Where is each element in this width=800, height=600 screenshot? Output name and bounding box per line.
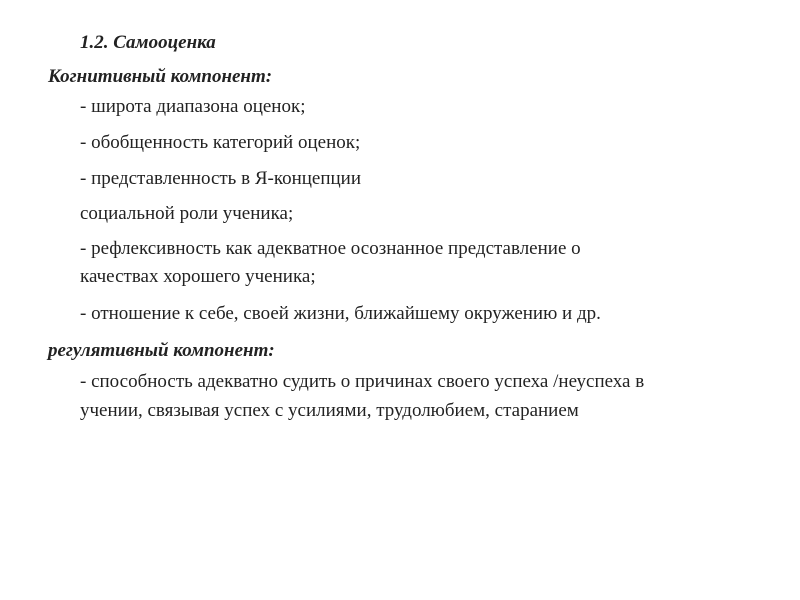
regulative-item-1-cont: учении, связывая успех с усилиями, трудолюбием, старанием (80, 400, 579, 421)
regulative-heading: регулятивный компонент: (48, 340, 275, 361)
cognitive-item-5: - отношение к себе, своей жизни, ближайшему окружению и др. (80, 303, 601, 324)
cognitive-item-3: - представленность в Я-концепции (80, 168, 362, 189)
cognitive-item-3-cont: социальной роли ученика; (80, 203, 294, 224)
cognitive-item-1: - широта диапазона оценок; (80, 96, 306, 117)
cognitive-item-4-cont: качествах хорошего ученика; (80, 266, 316, 287)
slide-title: 1.2. Самооценка (80, 32, 216, 53)
cognitive-heading: Когнитивный компонент: (48, 66, 273, 87)
cognitive-item-2: - обобщенность категорий оценок; (80, 132, 361, 153)
regulative-item-1: - способность адекватно судить о причинах своего успеха /неуспеха в (80, 371, 645, 392)
cognitive-item-4: - рефлексивность как адекватное осознанное представление о (80, 238, 581, 259)
